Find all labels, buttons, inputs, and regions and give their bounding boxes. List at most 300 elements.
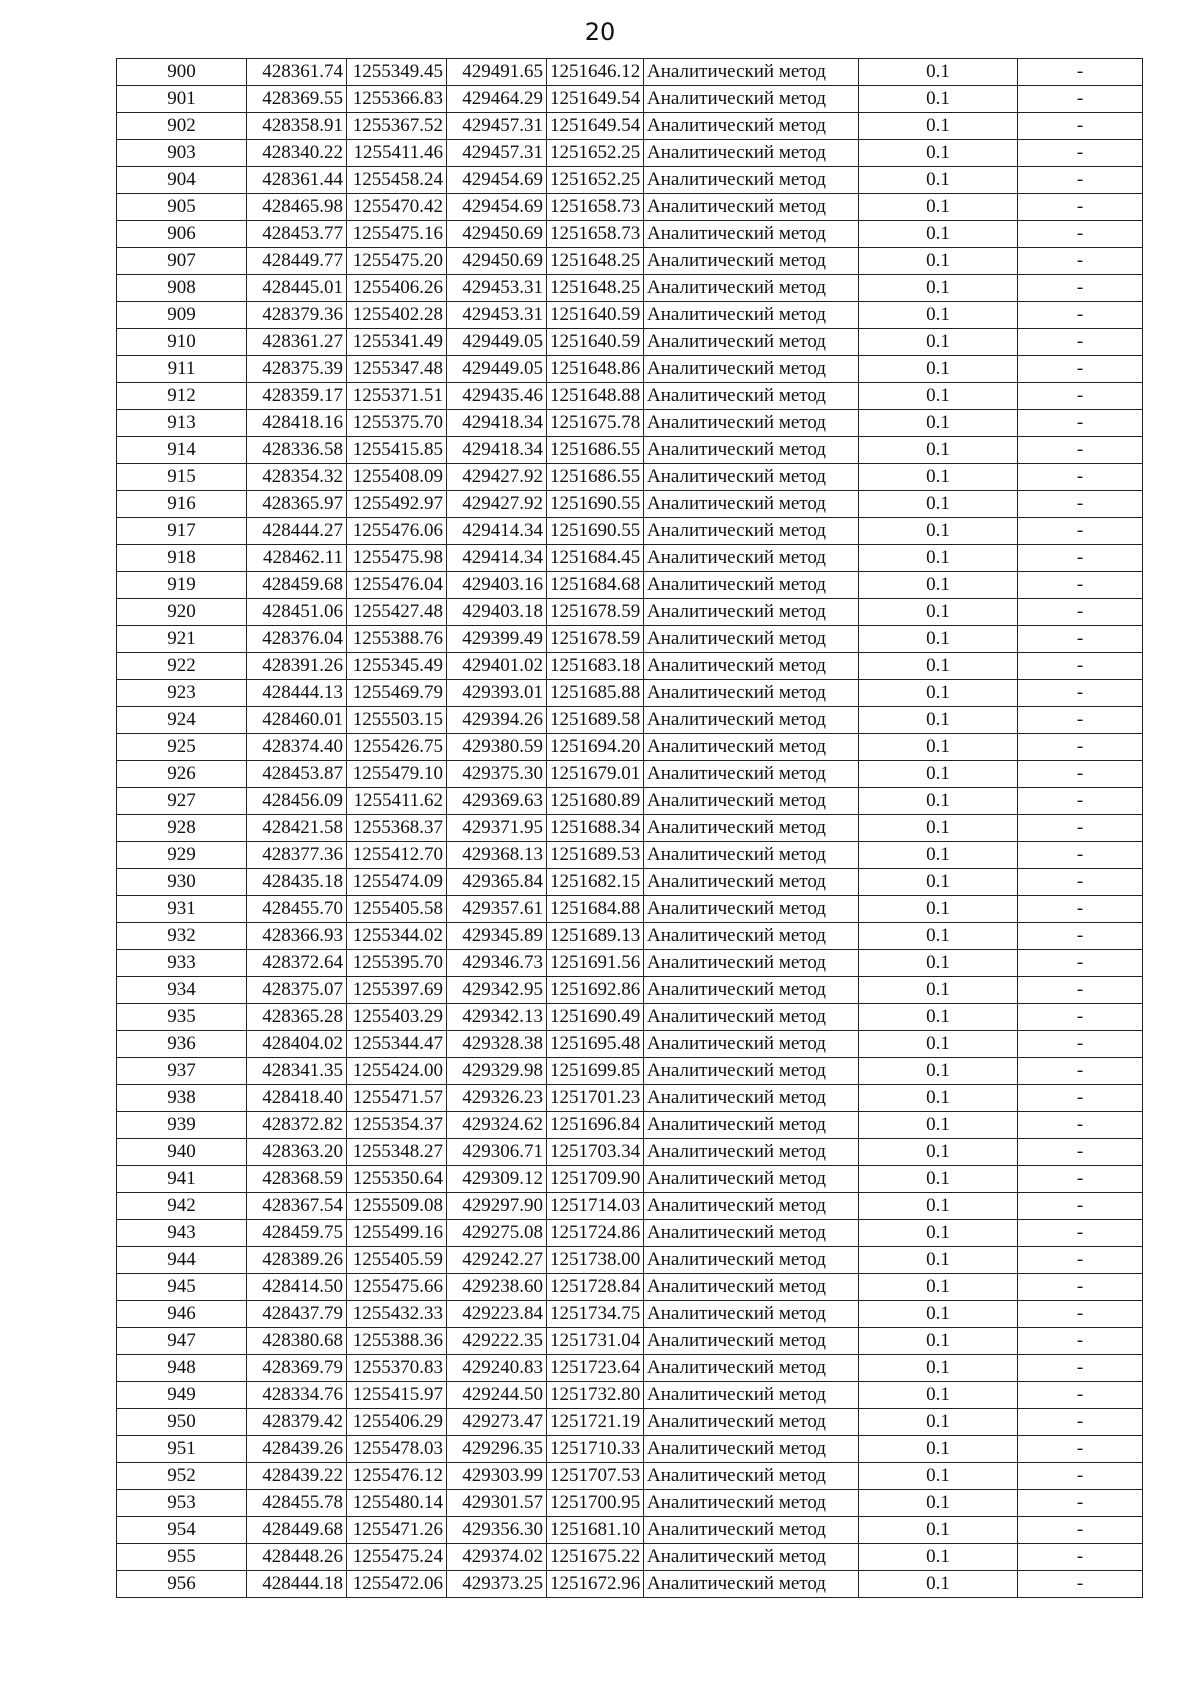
x1-cell: 428414.50: [247, 1274, 347, 1301]
point-number-cell: 945: [117, 1274, 247, 1301]
x1-cell: 428361.44: [247, 167, 347, 194]
point-number-cell: 942: [117, 1193, 247, 1220]
y2-cell: 1251640.59: [547, 302, 644, 329]
table-row: [117, 356, 1143, 383]
y1-cell: 1255480.14: [347, 1490, 447, 1517]
y1-cell: 1255350.64: [347, 1166, 447, 1193]
method-cell: Аналитический метод: [644, 626, 859, 653]
method-cell: Аналитический метод: [644, 572, 859, 599]
y1-cell: 1255415.97: [347, 1382, 447, 1409]
accuracy-cell: 0.1: [859, 167, 1018, 194]
accuracy-cell: 0.1: [859, 545, 1018, 572]
note-cell: -: [1018, 896, 1143, 923]
y1-cell: 1255426.75: [347, 734, 447, 761]
y1-cell: 1255474.09: [347, 869, 447, 896]
y2-cell: 1251691.56: [547, 950, 644, 977]
y2-cell: 1251731.04: [547, 1328, 644, 1355]
note-cell: -: [1018, 1517, 1143, 1544]
point-number-cell: 935: [117, 1004, 247, 1031]
x2-cell: 429450.69: [447, 248, 547, 275]
note-cell: -: [1018, 1571, 1143, 1598]
table-row: [117, 788, 1143, 815]
point-number-cell: 934: [117, 977, 247, 1004]
x2-cell: 429418.34: [447, 437, 547, 464]
y1-cell: 1255375.70: [347, 410, 447, 437]
accuracy-cell: 0.1: [859, 1085, 1018, 1112]
method-cell: Аналитический метод: [644, 842, 859, 869]
table-row: [117, 59, 1143, 86]
accuracy-cell: 0.1: [859, 518, 1018, 545]
point-number-cell: 917: [117, 518, 247, 545]
y1-cell: 1255368.37: [347, 815, 447, 842]
y1-cell: 1255408.09: [347, 464, 447, 491]
y2-cell: 1251640.59: [547, 329, 644, 356]
method-cell: Аналитический метод: [644, 113, 859, 140]
table-row: [117, 923, 1143, 950]
note-cell: -: [1018, 437, 1143, 464]
y1-cell: 1255405.59: [347, 1247, 447, 1274]
point-number-cell: 922: [117, 653, 247, 680]
x2-cell: 429275.08: [447, 1220, 547, 1247]
x2-cell: 429399.49: [447, 626, 547, 653]
point-number-cell: 902: [117, 113, 247, 140]
method-cell: Аналитический метод: [644, 1409, 859, 1436]
point-number-cell: 948: [117, 1355, 247, 1382]
y1-cell: 1255344.02: [347, 923, 447, 950]
y2-cell: 1251658.73: [547, 194, 644, 221]
accuracy-cell: 0.1: [859, 572, 1018, 599]
y1-cell: 1255370.83: [347, 1355, 447, 1382]
x1-cell: 428354.32: [247, 464, 347, 491]
note-cell: -: [1018, 1247, 1143, 1274]
note-cell: -: [1018, 1409, 1143, 1436]
point-number-cell: 914: [117, 437, 247, 464]
x1-cell: 428369.79: [247, 1355, 347, 1382]
accuracy-cell: 0.1: [859, 1004, 1018, 1031]
x2-cell: 429373.25: [447, 1571, 547, 1598]
method-cell: Аналитический метод: [644, 734, 859, 761]
method-cell: Аналитический метод: [644, 356, 859, 383]
x2-cell: 429414.34: [447, 518, 547, 545]
point-number-cell: 938: [117, 1085, 247, 1112]
x2-cell: 429324.62: [447, 1112, 547, 1139]
y2-cell: 1251734.75: [547, 1301, 644, 1328]
method-cell: Аналитический метод: [644, 653, 859, 680]
note-cell: -: [1018, 653, 1143, 680]
y2-cell: 1251646.12: [547, 59, 644, 86]
point-number-cell: 933: [117, 950, 247, 977]
method-cell: Аналитический метод: [644, 788, 859, 815]
x2-cell: 429435.46: [447, 383, 547, 410]
x2-cell: 429371.95: [447, 815, 547, 842]
x2-cell: 429273.47: [447, 1409, 547, 1436]
note-cell: -: [1018, 383, 1143, 410]
table-row: [117, 194, 1143, 221]
method-cell: Аналитический метод: [644, 815, 859, 842]
note-cell: -: [1018, 815, 1143, 842]
point-number-cell: 915: [117, 464, 247, 491]
point-number-cell: 904: [117, 167, 247, 194]
table-row: [117, 275, 1143, 302]
y2-cell: 1251686.55: [547, 437, 644, 464]
table-row: [117, 1544, 1143, 1571]
point-number-cell: 941: [117, 1166, 247, 1193]
note-cell: -: [1018, 626, 1143, 653]
table-row: [117, 491, 1143, 518]
table-row: [117, 383, 1143, 410]
table-row: [117, 1301, 1143, 1328]
x1-cell: 428439.22: [247, 1463, 347, 1490]
x2-cell: 429369.63: [447, 788, 547, 815]
x1-cell: 428449.68: [247, 1517, 347, 1544]
x2-cell: 429403.18: [447, 599, 547, 626]
y2-cell: 1251648.88: [547, 383, 644, 410]
note-cell: -: [1018, 1274, 1143, 1301]
accuracy-cell: 0.1: [859, 464, 1018, 491]
y2-cell: 1251709.90: [547, 1166, 644, 1193]
y1-cell: 1255475.20: [347, 248, 447, 275]
table-row: [117, 896, 1143, 923]
method-cell: Аналитический метод: [644, 1004, 859, 1031]
table-row: [117, 1058, 1143, 1085]
method-cell: Аналитический метод: [644, 1490, 859, 1517]
x2-cell: 429394.26: [447, 707, 547, 734]
point-number-cell: 949: [117, 1382, 247, 1409]
y1-cell: 1255475.66: [347, 1274, 447, 1301]
y2-cell: 1251689.58: [547, 707, 644, 734]
accuracy-cell: 0.1: [859, 734, 1018, 761]
x1-cell: 428375.39: [247, 356, 347, 383]
table-row: [117, 950, 1143, 977]
y1-cell: 1255395.70: [347, 950, 447, 977]
page-number: 20: [584, 18, 616, 46]
method-cell: Аналитический метод: [644, 194, 859, 221]
point-number-cell: 929: [117, 842, 247, 869]
method-cell: Аналитический метод: [644, 464, 859, 491]
note-cell: -: [1018, 1463, 1143, 1490]
method-cell: Аналитический метод: [644, 1112, 859, 1139]
x1-cell: 428368.59: [247, 1166, 347, 1193]
method-cell: Аналитический метод: [644, 1166, 859, 1193]
y1-cell: 1255388.76: [347, 626, 447, 653]
point-number-cell: 924: [117, 707, 247, 734]
table-row: [117, 680, 1143, 707]
y1-cell: 1255472.06: [347, 1571, 447, 1598]
accuracy-cell: 0.1: [859, 356, 1018, 383]
note-cell: -: [1018, 1490, 1143, 1517]
x2-cell: 429464.29: [447, 86, 547, 113]
x2-cell: 429380.59: [447, 734, 547, 761]
accuracy-cell: 0.1: [859, 815, 1018, 842]
x1-cell: 428389.26: [247, 1247, 347, 1274]
table-row: [117, 815, 1143, 842]
method-cell: Аналитический метод: [644, 1301, 859, 1328]
method-cell: Аналитический метод: [644, 140, 859, 167]
y2-cell: 1251694.20: [547, 734, 644, 761]
accuracy-cell: 0.1: [859, 1274, 1018, 1301]
note-cell: -: [1018, 86, 1143, 113]
y1-cell: 1255475.98: [347, 545, 447, 572]
point-number-cell: 936: [117, 1031, 247, 1058]
point-number-cell: 928: [117, 815, 247, 842]
note-cell: -: [1018, 113, 1143, 140]
accuracy-cell: 0.1: [859, 1031, 1018, 1058]
table-row: [117, 653, 1143, 680]
x1-cell: 428365.97: [247, 491, 347, 518]
table-row: [117, 977, 1143, 1004]
table-row: [117, 1382, 1143, 1409]
method-cell: Аналитический метод: [644, 1544, 859, 1571]
y2-cell: 1251714.03: [547, 1193, 644, 1220]
x1-cell: 428341.35: [247, 1058, 347, 1085]
accuracy-cell: 0.1: [859, 626, 1018, 653]
x1-cell: 428418.40: [247, 1085, 347, 1112]
y1-cell: 1255403.29: [347, 1004, 447, 1031]
y1-cell: 1255371.51: [347, 383, 447, 410]
note-cell: -: [1018, 734, 1143, 761]
x1-cell: 428361.27: [247, 329, 347, 356]
x1-cell: 428444.13: [247, 680, 347, 707]
y2-cell: 1251679.01: [547, 761, 644, 788]
point-number-cell: 953: [117, 1490, 247, 1517]
note-cell: -: [1018, 788, 1143, 815]
table-row: [117, 221, 1143, 248]
note-cell: -: [1018, 329, 1143, 356]
table-row: [117, 1139, 1143, 1166]
y1-cell: 1255411.62: [347, 788, 447, 815]
point-number-cell: 926: [117, 761, 247, 788]
table-row: [117, 1247, 1143, 1274]
point-number-cell: 925: [117, 734, 247, 761]
method-cell: Аналитический метод: [644, 275, 859, 302]
x1-cell: 428372.64: [247, 950, 347, 977]
y2-cell: 1251696.84: [547, 1112, 644, 1139]
x2-cell: 429491.65: [447, 59, 547, 86]
method-cell: Аналитический метод: [644, 1274, 859, 1301]
method-cell: Аналитический метод: [644, 329, 859, 356]
x1-cell: 428375.07: [247, 977, 347, 1004]
point-number-cell: 906: [117, 221, 247, 248]
point-number-cell: 940: [117, 1139, 247, 1166]
x1-cell: 428336.58: [247, 437, 347, 464]
table-row: [117, 1436, 1143, 1463]
y2-cell: 1251686.55: [547, 464, 644, 491]
point-number-cell: 954: [117, 1517, 247, 1544]
y1-cell: 1255345.49: [347, 653, 447, 680]
x2-cell: 429454.69: [447, 194, 547, 221]
x1-cell: 428418.16: [247, 410, 347, 437]
x1-cell: 428439.26: [247, 1436, 347, 1463]
table-row: [117, 1085, 1143, 1112]
y1-cell: 1255509.08: [347, 1193, 447, 1220]
x2-cell: 429403.16: [447, 572, 547, 599]
note-cell: -: [1018, 356, 1143, 383]
method-cell: Аналитический метод: [644, 1085, 859, 1112]
method-cell: Аналитический метод: [644, 167, 859, 194]
x1-cell: 428340.22: [247, 140, 347, 167]
accuracy-cell: 0.1: [859, 977, 1018, 1004]
x2-cell: 429365.84: [447, 869, 547, 896]
x1-cell: 428465.98: [247, 194, 347, 221]
accuracy-cell: 0.1: [859, 1058, 1018, 1085]
y2-cell: 1251690.49: [547, 1004, 644, 1031]
note-cell: -: [1018, 275, 1143, 302]
y1-cell: 1255471.26: [347, 1517, 447, 1544]
coordinates-table: [116, 58, 1143, 1598]
method-cell: Аналитический метод: [644, 1328, 859, 1355]
x2-cell: 429346.73: [447, 950, 547, 977]
table-row: [117, 167, 1143, 194]
table-row: [117, 302, 1143, 329]
point-number-cell: 937: [117, 1058, 247, 1085]
accuracy-cell: 0.1: [859, 869, 1018, 896]
y1-cell: 1255432.33: [347, 1301, 447, 1328]
x2-cell: 429414.34: [447, 545, 547, 572]
x2-cell: 429222.35: [447, 1328, 547, 1355]
x2-cell: 429342.13: [447, 1004, 547, 1031]
note-cell: -: [1018, 1328, 1143, 1355]
method-cell: Аналитический метод: [644, 491, 859, 518]
method-cell: Аналитический метод: [644, 1463, 859, 1490]
y2-cell: 1251652.25: [547, 140, 644, 167]
note-cell: -: [1018, 599, 1143, 626]
table-row: [117, 1409, 1143, 1436]
point-number-cell: 910: [117, 329, 247, 356]
table-row: [117, 1517, 1143, 1544]
method-cell: Аналитический метод: [644, 86, 859, 113]
method-cell: Аналитический метод: [644, 518, 859, 545]
accuracy-cell: 0.1: [859, 599, 1018, 626]
x2-cell: 429375.30: [447, 761, 547, 788]
method-cell: Аналитический метод: [644, 1247, 859, 1274]
note-cell: -: [1018, 302, 1143, 329]
x2-cell: 429342.95: [447, 977, 547, 1004]
point-number-cell: 900: [117, 59, 247, 86]
x1-cell: 428455.78: [247, 1490, 347, 1517]
table-body: [117, 59, 1143, 1598]
x2-cell: 429345.89: [447, 923, 547, 950]
x2-cell: 429301.57: [447, 1490, 547, 1517]
table-row: [117, 86, 1143, 113]
method-cell: Аналитический метод: [644, 950, 859, 977]
table-row: [117, 1328, 1143, 1355]
table-row: [117, 329, 1143, 356]
accuracy-cell: 0.1: [859, 950, 1018, 977]
note-cell: -: [1018, 1004, 1143, 1031]
y2-cell: 1251703.34: [547, 1139, 644, 1166]
method-cell: Аналитический метод: [644, 1436, 859, 1463]
accuracy-cell: 0.1: [859, 680, 1018, 707]
table-row: [117, 518, 1143, 545]
note-cell: -: [1018, 221, 1143, 248]
accuracy-cell: 0.1: [859, 275, 1018, 302]
y1-cell: 1255347.48: [347, 356, 447, 383]
y1-cell: 1255479.10: [347, 761, 447, 788]
method-cell: Аналитический метод: [644, 1382, 859, 1409]
x2-cell: 429244.50: [447, 1382, 547, 1409]
table-row: [117, 842, 1143, 869]
table-row: [117, 626, 1143, 653]
y2-cell: 1251689.13: [547, 923, 644, 950]
table-row: [117, 1220, 1143, 1247]
y1-cell: 1255349.45: [347, 59, 447, 86]
accuracy-cell: 0.1: [859, 329, 1018, 356]
accuracy-cell: 0.1: [859, 1328, 1018, 1355]
table-row: [117, 545, 1143, 572]
x1-cell: 428380.68: [247, 1328, 347, 1355]
y1-cell: 1255470.42: [347, 194, 447, 221]
x1-cell: 428391.26: [247, 653, 347, 680]
method-cell: Аналитический метод: [644, 977, 859, 1004]
y2-cell: 1251685.88: [547, 680, 644, 707]
table-row: [117, 464, 1143, 491]
point-number-cell: 927: [117, 788, 247, 815]
x2-cell: 429457.31: [447, 140, 547, 167]
x1-cell: 428363.20: [247, 1139, 347, 1166]
y1-cell: 1255406.29: [347, 1409, 447, 1436]
method-cell: Аналитический метод: [644, 545, 859, 572]
x1-cell: 428365.28: [247, 1004, 347, 1031]
accuracy-cell: 0.1: [859, 410, 1018, 437]
y1-cell: 1255344.47: [347, 1031, 447, 1058]
point-number-cell: 955: [117, 1544, 247, 1571]
method-cell: Аналитический метод: [644, 869, 859, 896]
x1-cell: 428459.75: [247, 1220, 347, 1247]
accuracy-cell: 0.1: [859, 1301, 1018, 1328]
x1-cell: 428462.11: [247, 545, 347, 572]
method-cell: Аналитический метод: [644, 1571, 859, 1598]
x2-cell: 429368.13: [447, 842, 547, 869]
point-number-cell: 918: [117, 545, 247, 572]
x1-cell: 428404.02: [247, 1031, 347, 1058]
x2-cell: 429357.61: [447, 896, 547, 923]
y1-cell: 1255499.16: [347, 1220, 447, 1247]
table-row: [117, 1490, 1143, 1517]
y2-cell: 1251684.88: [547, 896, 644, 923]
accuracy-cell: 0.1: [859, 1409, 1018, 1436]
x1-cell: 428448.26: [247, 1544, 347, 1571]
y2-cell: 1251681.10: [547, 1517, 644, 1544]
x2-cell: 429296.35: [447, 1436, 547, 1463]
table-row: [117, 1031, 1143, 1058]
table-row: [117, 761, 1143, 788]
method-cell: Аналитический метод: [644, 896, 859, 923]
x1-cell: 428374.40: [247, 734, 347, 761]
y2-cell: 1251658.73: [547, 221, 644, 248]
point-number-cell: 903: [117, 140, 247, 167]
y2-cell: 1251723.64: [547, 1355, 644, 1382]
note-cell: -: [1018, 1436, 1143, 1463]
y2-cell: 1251684.68: [547, 572, 644, 599]
note-cell: -: [1018, 572, 1143, 599]
note-cell: -: [1018, 1301, 1143, 1328]
accuracy-cell: 0.1: [859, 1355, 1018, 1382]
accuracy-cell: 0.1: [859, 113, 1018, 140]
x1-cell: 428367.54: [247, 1193, 347, 1220]
table-row: [117, 248, 1143, 275]
method-cell: Аналитический метод: [644, 221, 859, 248]
point-number-cell: 932: [117, 923, 247, 950]
method-cell: Аналитический метод: [644, 680, 859, 707]
y2-cell: 1251675.78: [547, 410, 644, 437]
x1-cell: 428456.09: [247, 788, 347, 815]
y2-cell: 1251652.25: [547, 167, 644, 194]
x1-cell: 428369.55: [247, 86, 347, 113]
method-cell: Аналитический метод: [644, 248, 859, 275]
note-cell: -: [1018, 140, 1143, 167]
accuracy-cell: 0.1: [859, 1112, 1018, 1139]
method-cell: Аналитический метод: [644, 383, 859, 410]
